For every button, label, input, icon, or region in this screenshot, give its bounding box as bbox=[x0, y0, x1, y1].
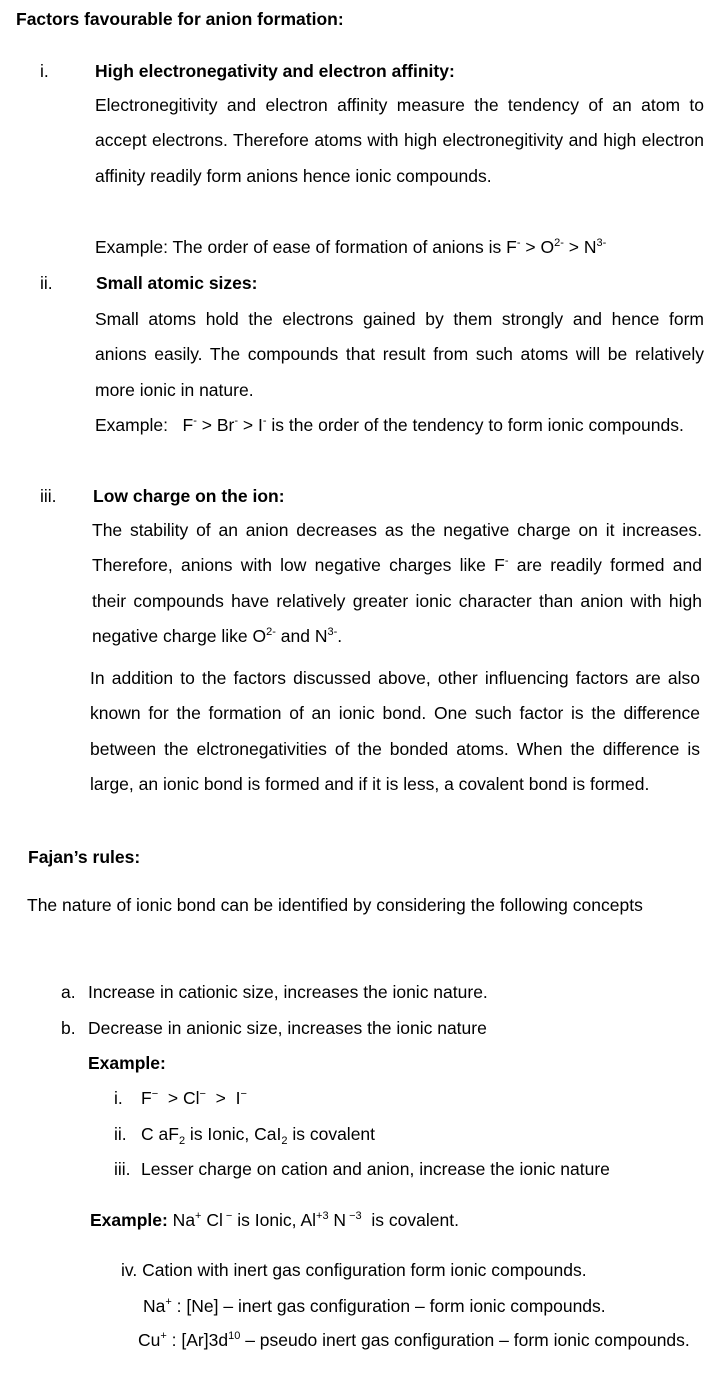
text: N bbox=[328, 1210, 347, 1230]
ion-br-charge: - bbox=[234, 415, 239, 427]
factor-3-body bbox=[92, 513, 702, 654]
charge: 2- bbox=[266, 625, 276, 638]
text: Cl bbox=[201, 1210, 223, 1230]
factor-3-body-part-c: and N bbox=[275, 625, 328, 646]
separator: > bbox=[563, 237, 584, 257]
factor-1-example bbox=[95, 237, 606, 258]
example-heading: Example: bbox=[88, 1053, 166, 1073]
sub-item-ii bbox=[141, 1124, 375, 1145]
ion-f: F bbox=[506, 237, 517, 257]
factor-2-heading: Small atomic sizes: bbox=[96, 273, 258, 293]
charge: − bbox=[222, 1210, 233, 1222]
factor-1-heading: High electronegativity and electron affinity: bbox=[95, 61, 455, 81]
ion-na: Na bbox=[143, 1296, 166, 1316]
ion-f-charge: - bbox=[193, 415, 197, 427]
charge: +3 bbox=[316, 1210, 329, 1222]
rule-a-letter: a. bbox=[61, 982, 76, 1002]
factor-3-numeral: iii. bbox=[40, 486, 57, 506]
factor-2-body: Small atoms hold the electrons gained by them strongly and hence form anions easily. The compounds that result from such atoms will be relatively more ionic in nature. bbox=[95, 309, 704, 400]
formula-caf2: C aF bbox=[141, 1124, 179, 1144]
text: is covalent bbox=[287, 1124, 376, 1144]
factor-1-example-text: Example: The order of ease of formation of anions is bbox=[95, 237, 507, 257]
ion-o: O bbox=[540, 237, 555, 257]
separator: > bbox=[196, 415, 217, 435]
text: is covalent. bbox=[361, 1210, 459, 1230]
charge: - bbox=[504, 555, 509, 568]
sub-item-iv: iv. Cation with inert gas configuration form ionic compounds. bbox=[121, 1260, 587, 1280]
cu-config bbox=[138, 1323, 712, 1358]
factor-2-example bbox=[95, 408, 704, 443]
superscript: 10 bbox=[228, 1330, 241, 1342]
charge: − bbox=[151, 1088, 159, 1100]
ion-f: F bbox=[141, 1088, 152, 1108]
separator: > bbox=[238, 415, 258, 435]
text: Na bbox=[167, 1210, 196, 1230]
charge: + bbox=[160, 1330, 167, 1342]
ion-cu: Cu bbox=[138, 1330, 161, 1350]
ion-i: > I bbox=[205, 1088, 241, 1108]
addition-paragraph: In addition to the factors discussed above, other influencing factors are also known for the formation of an ionic bond. One such factor is the difference between the elctronegativities of the bonded atoms. When the difference is large, an ionic bond is formed and if it is less, a covalent bond is formed. bbox=[90, 668, 700, 794]
ion-f: F bbox=[182, 415, 194, 435]
sub-item-iii-num: iii. bbox=[114, 1159, 131, 1179]
text: : [Ar]3d bbox=[166, 1330, 229, 1350]
subscript: 2 bbox=[281, 1135, 288, 1147]
sub-item-iii: Lesser charge on cation and anion, increase the ionic nature bbox=[141, 1159, 610, 1179]
factor-1-body: Electronegitivity and electron affinity measure the tendency of an atom to accept electrons. Therefore atoms with high electronegitivity and high electron affinity readily form anions hence ionic compounds. bbox=[95, 95, 704, 186]
factor-2-example-rest: is the order of the tendency to form ionic compounds. bbox=[266, 415, 684, 435]
sub-item-i bbox=[141, 1088, 247, 1109]
ion-n-charge: 3- bbox=[596, 237, 607, 249]
charge: −3 bbox=[346, 1210, 362, 1222]
na-config bbox=[143, 1296, 606, 1317]
ion-br: Br bbox=[216, 415, 235, 435]
ion-f-charge: - bbox=[516, 237, 521, 249]
example-2-label: Example: bbox=[90, 1210, 168, 1230]
ion-i: I bbox=[258, 415, 263, 435]
ion-n: N bbox=[583, 237, 597, 257]
sub-item-ii-num: ii. bbox=[114, 1124, 127, 1144]
separator: > bbox=[520, 237, 541, 257]
factor-3-body-part-b: are readily formed and their compounds have relatively greater ionic character than anion with high negative charge like O bbox=[92, 555, 702, 646]
text: is Ionic, Al bbox=[232, 1210, 317, 1230]
page-title: Factors favourable for anion formation: bbox=[16, 9, 344, 29]
example-2 bbox=[90, 1210, 459, 1231]
ion-cl: > Cl bbox=[158, 1088, 200, 1108]
charge: − bbox=[199, 1088, 206, 1100]
sub-item-i-num: i. bbox=[114, 1088, 123, 1108]
formula-cai2: is Ionic, CaI bbox=[185, 1124, 282, 1144]
factor-2-example-label: Example: bbox=[95, 415, 168, 435]
subscript: 2 bbox=[178, 1135, 186, 1147]
fajans-heading: Fajan’s rules: bbox=[28, 847, 141, 867]
charge: + bbox=[195, 1210, 202, 1222]
charge: − bbox=[240, 1088, 247, 1100]
ion-o-charge: 2- bbox=[554, 237, 564, 249]
factor-2-numeral: ii. bbox=[40, 273, 53, 293]
factor-3-heading: Low charge on the ion: bbox=[93, 486, 285, 506]
factor-1-numeral: i. bbox=[40, 61, 49, 81]
text: – pseudo inert gas configuration – form ionic compounds. bbox=[240, 1330, 690, 1350]
factor-3-body-part-d: . bbox=[337, 625, 343, 646]
charge: 3- bbox=[327, 625, 338, 638]
rule-a-text: Increase in cationic size, increases the ionic nature. bbox=[88, 982, 488, 1002]
rule-b-letter: b. bbox=[61, 1018, 76, 1038]
ion-i-charge: - bbox=[262, 415, 267, 427]
charge: + bbox=[165, 1296, 172, 1308]
text: : [Ne] – inert gas configuration – form ionic compounds. bbox=[171, 1296, 606, 1316]
factor-3-body-part-a: The stability of an anion decreases as the negative charge on it increases. Therefore, anions with low negative charges like F bbox=[92, 520, 702, 576]
fajans-intro: The nature of ionic bond can be identified by considering the following concepts bbox=[27, 895, 643, 915]
rule-b-text: Decrease in anionic size, increases the ionic nature bbox=[88, 1018, 487, 1038]
